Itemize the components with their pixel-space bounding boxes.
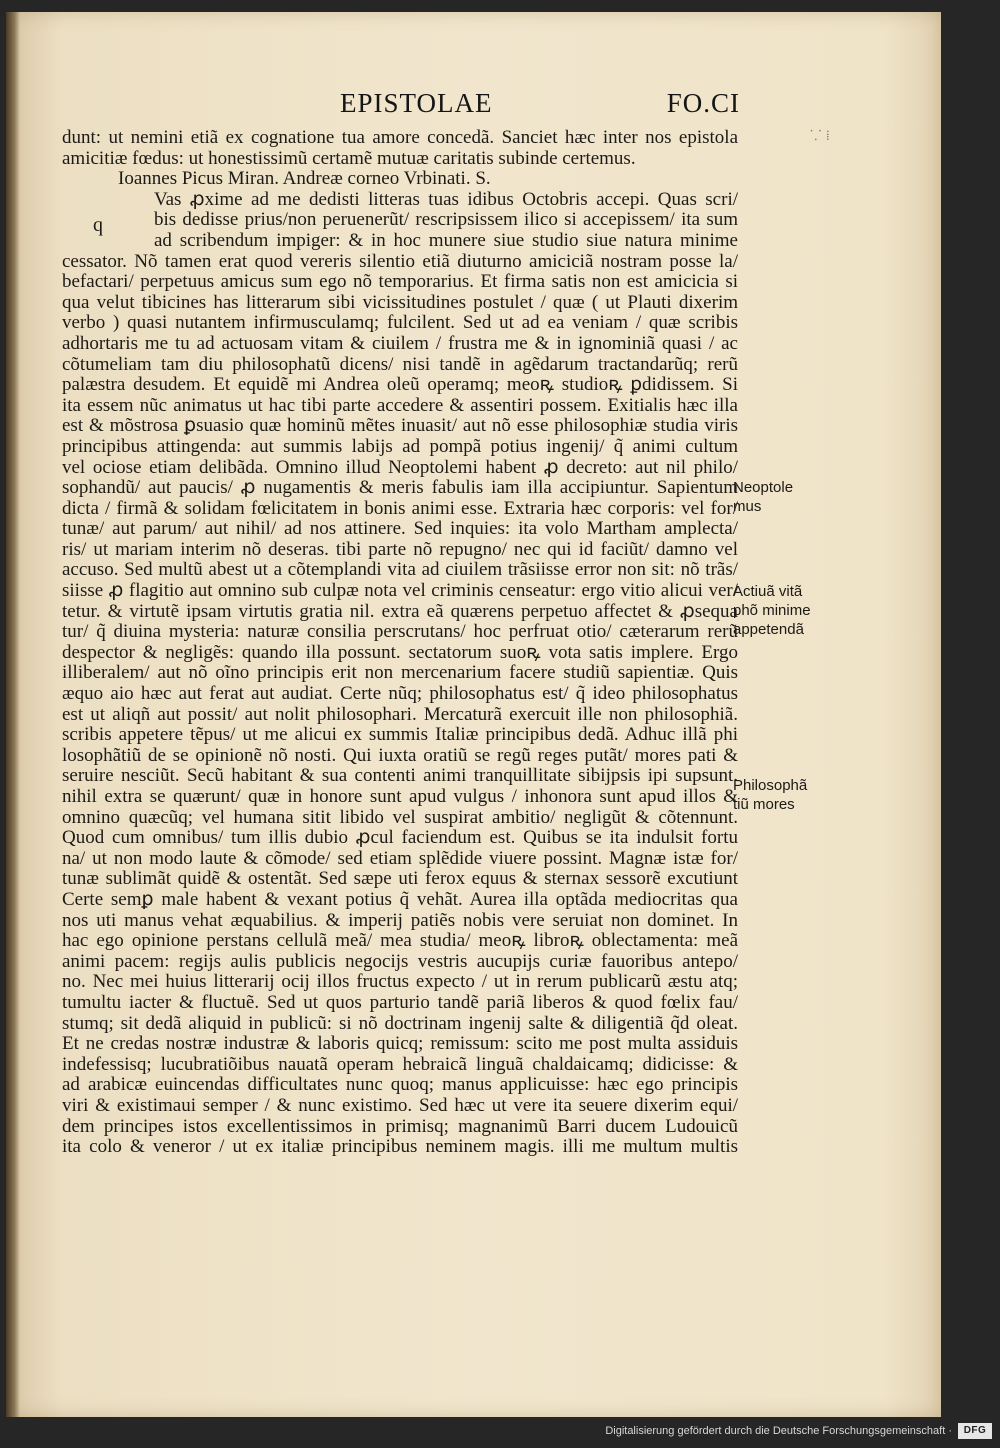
folio-number: FO.CI (666, 88, 740, 118)
text-line: cõtumeliam tam diu philosophatũ dicens/ nisi tandẽ in agẽdarum tractandarũq; rerũ (62, 354, 738, 375)
text-line: illiberalem/ aut nõ oĩno principis erit non mercenarium facere studiũ sapientiæ. Quis (62, 663, 738, 684)
text-line: seruire nesciũt. Secũ habitant & sua contenti animi tranquillitate sibijpsis ipi supsunt. (62, 766, 738, 787)
dfg-logo: DFG (958, 1423, 992, 1439)
text-line: Quod cum omnibus/ tum illis dubio ꝓcul faciendum est. Quibus se ita indulsit fortu (62, 828, 738, 849)
text-line: amicitiæ fœdus: ut honestissimũ certamẽ mutuæ caritatis subinde certemus. (62, 148, 636, 169)
text-line: na/ ut non modo laute & cõmode/ sed etiam splẽdide viuere possint. Magnæ istæ for/ (62, 848, 738, 869)
text-line: siisse ꝓ flagitio aut omnino sub culpæ nota vel criminis censeatur: ergo vitio alicui ver/ (62, 581, 738, 602)
text-line: dicta / firmã & solidam fœlicitatem in bonis animi esse. Extraria hæc corporis: vel for/ (62, 498, 738, 519)
text-line: tunæ sublimãt quidẽ & ostentãt. Sed sæpe uti ferox equus & sternax sessorẽ excutiunt (62, 869, 738, 890)
text-line: est ut aliqñ aut possit/ aut nolit philosophari. Mercaturã exercuit ille non philosophiã. (62, 704, 738, 725)
text-line: despector & negligẽs: quando illa possunt. sectatorum suoꝶ vota satis implere. Ergo (62, 642, 738, 663)
text-line: scribis appetere tẽpus/ ut me alicui ex summis Italiæ principibus dedã. Adhuc illã phi (62, 725, 738, 746)
text-line: Certe semꝑ male habent & vexant potius q̃ vehãt. Aurea illa optãda mediocritas qua (62, 889, 738, 910)
text-line: nos uti manus vehat æquabilius. & imperij patiẽs nobis vere seruiat non dominet. In (62, 910, 738, 931)
text-line: ad scribendum impiger: & in hoc munere siue studio siue natura minime (154, 230, 738, 251)
margin-note-neoptolemus (733, 478, 828, 516)
text-line: tetur. & virtutẽ ipsam virtutis gratia nil. extra eã quærens perpetuo affectet & ꝓsequa (62, 601, 738, 622)
text-line: losophãtiũ de se opinionẽ nõ nosti. Qui iuxta oratiũ se regũ reges putãt/ mores pati & (62, 745, 738, 766)
text-line: viri & existimaui semper / & nunc existimo. Sed hæc ut vere ita seuere dixerim equi/ (62, 1095, 738, 1116)
margin-note-line: mus (733, 498, 762, 515)
text-line: Et ne credas nostræ industræ & laboris quicq; remissum: scito me post multa assiduis (62, 1034, 738, 1055)
text-line: verbo ) quasi nutantem infirmusculamq; fulcilent. Sed ut ad ea veniam / quæ scribis (62, 313, 738, 334)
footer-bar (0, 1417, 1000, 1448)
text-line: sophandũ/ aut paucis/ ꝓ nugamentis & meris fabulis iam illa accipiuntur. Sapientum (62, 478, 738, 499)
page-gutter-shadow (6, 12, 20, 1417)
text-line: æquo aio hæc aut ferat aut audiat. Certe nũq; philosophatus est/ q̃ ideo philosophatus (62, 684, 738, 705)
text-line: tur/ q̃ diuina mysteria: naturæ consilia perscrutans/ hoc perfruat otio/ cæterarum rerũ (62, 622, 738, 643)
text-line: dunt: ut nemini etiã ex cognatione tua amore concedã. Sanciet hæc inter nos epistola (62, 128, 738, 148)
text-line: dem principes istos excellentissimos in primisq; magnanimũ Barri ducem Ludouicũ (62, 1116, 738, 1137)
marginal-mark: ⸪ ⁞ (810, 128, 830, 144)
text-line: hac ego opinione perstans cellulã meã/ mea studia/ meoꝶ libroꝶ oblectamenta: meã (62, 931, 738, 952)
margin-note-line: appetendã (733, 621, 804, 638)
text-line: indefessisq; lucubratiõibus nauatã operam hebraicã linguã chaldaicamq; didicisse: & (62, 1054, 738, 1075)
text-line: vel ociose etiam delibãda. Omnino illud Neoptolemi habent ꝓ decreto: aut nil philo/ (62, 457, 738, 478)
text-line: accuso. Sed multũ abest ut a cõtemplandi vita ad ciuilem trãsiisse error non sit: nõ trãs/ (62, 560, 738, 581)
text-line: ris/ ut mariam interim nõ deseras. tibi parte nõ repugno/ nec qui id faciũt/ damno vel (62, 539, 738, 560)
margin-note-philosophantium (733, 776, 828, 814)
text-line: ita essem nũc animatus ut hac tibi parte accedere & assentiri possem. Exitialis hæc illa (62, 395, 738, 416)
initial-guide-letter: q (93, 214, 103, 236)
text-line: est & mõstrosa ꝑsuasio quæ hominũ mẽtes inuasit/ aut nõ esse philosophiæ studia viris (62, 416, 738, 437)
margin-note-activa-vita (733, 582, 828, 639)
margin-note-line: phõ minime (733, 602, 811, 619)
text-line: ita colo & veneror / ut ex italiæ principibus neminem magis. illi me multum multis (62, 1137, 738, 1158)
text-line: palæstra desudem. Et equidẽ mi Andrea oleũ operamq; meoꝶ studioꝶ ꝑdidissem. Si (62, 375, 738, 396)
margin-note-line: Neoptole (733, 479, 794, 496)
text-line: principibus attingenda: aut summis labijs ad pompã potius ingenij/ q̃ animi cultum (62, 436, 738, 457)
text-line: Vas ꝓxime ad me dedisti litteras tuas idibus Octobris accepi. Quas scri/ (154, 189, 738, 210)
funding-notice: Digitalisierung gefördert durch die Deutsche Forschungsgemeinschaft · (605, 1425, 952, 1437)
text-line: nihil extra se quærunt/ quæ in honore sunt apud vulgus / inhonora sunt apud illos & (62, 787, 738, 807)
text-line: cessator. Nõ tamen erat quod vereris silentio etiã diuturno amiciciã nostram posse la/ (62, 251, 738, 272)
body-text (62, 128, 738, 1158)
text-line: omnino quæcũq; vel humana sitit libido vel suspirat ambitio/ negligũt & cõtennunt. (62, 807, 738, 828)
text-line: animi pacem: regijs aulis publicis negocijs vestris aucupijs curiæ fauoribus antepo/ (62, 951, 738, 972)
text-line: tunæ/ aut parum/ aut nihil/ ad nos attinere. Sed inquies: ita volo Martham amplecta/ (62, 519, 738, 540)
text-line: bis dedisse prius/non peruenerũt/ rescripsissem ilico si accepissem/ ita sum (154, 210, 738, 231)
text-line: qua velut tibicines has litterarum sibi vicissitudines postulet / quæ ( ut Plauti dixerim (62, 292, 738, 313)
text-line: stumq; sit dedã aliquid in publicũ: si nõ doctrinam ingenij salte & diligentiã q̃d oleat. (62, 1013, 738, 1034)
page-header (340, 88, 740, 128)
text-line: befactari/ perpetuus amicus sum ego nõ temporarius. Et firma satis non est amicicia si (62, 272, 738, 293)
margin-note-line: Philosophã (733, 777, 808, 794)
margin-note-line: Actiuã vitã (733, 583, 803, 600)
text-line: no. Nec mei huius litterarij ocij illos fructus expecto / ut in rerum publicarũ æstu atq; (62, 972, 738, 993)
text-line: ad arabicæ euincendas difficultates nunc quoq; manus applicuisse: hæc ego principis (62, 1075, 738, 1096)
running-title: EPISTOLAE (340, 88, 493, 118)
text-line: tumultu iacter & fluctuẽ. Sed ut quos parturio tandẽ pariã liberos & quod fœlix fau/ (62, 992, 738, 1013)
letter-heading: Ioannes Picus Miran. Andreæ corneo Vrbinati. S. (118, 169, 491, 190)
text-line: adhortaris me tu ad actuosam vitam & ciuilem / frustra me & in ignominiã quasi / ac (62, 333, 738, 354)
margin-note-line: tiũ mores (733, 796, 795, 813)
